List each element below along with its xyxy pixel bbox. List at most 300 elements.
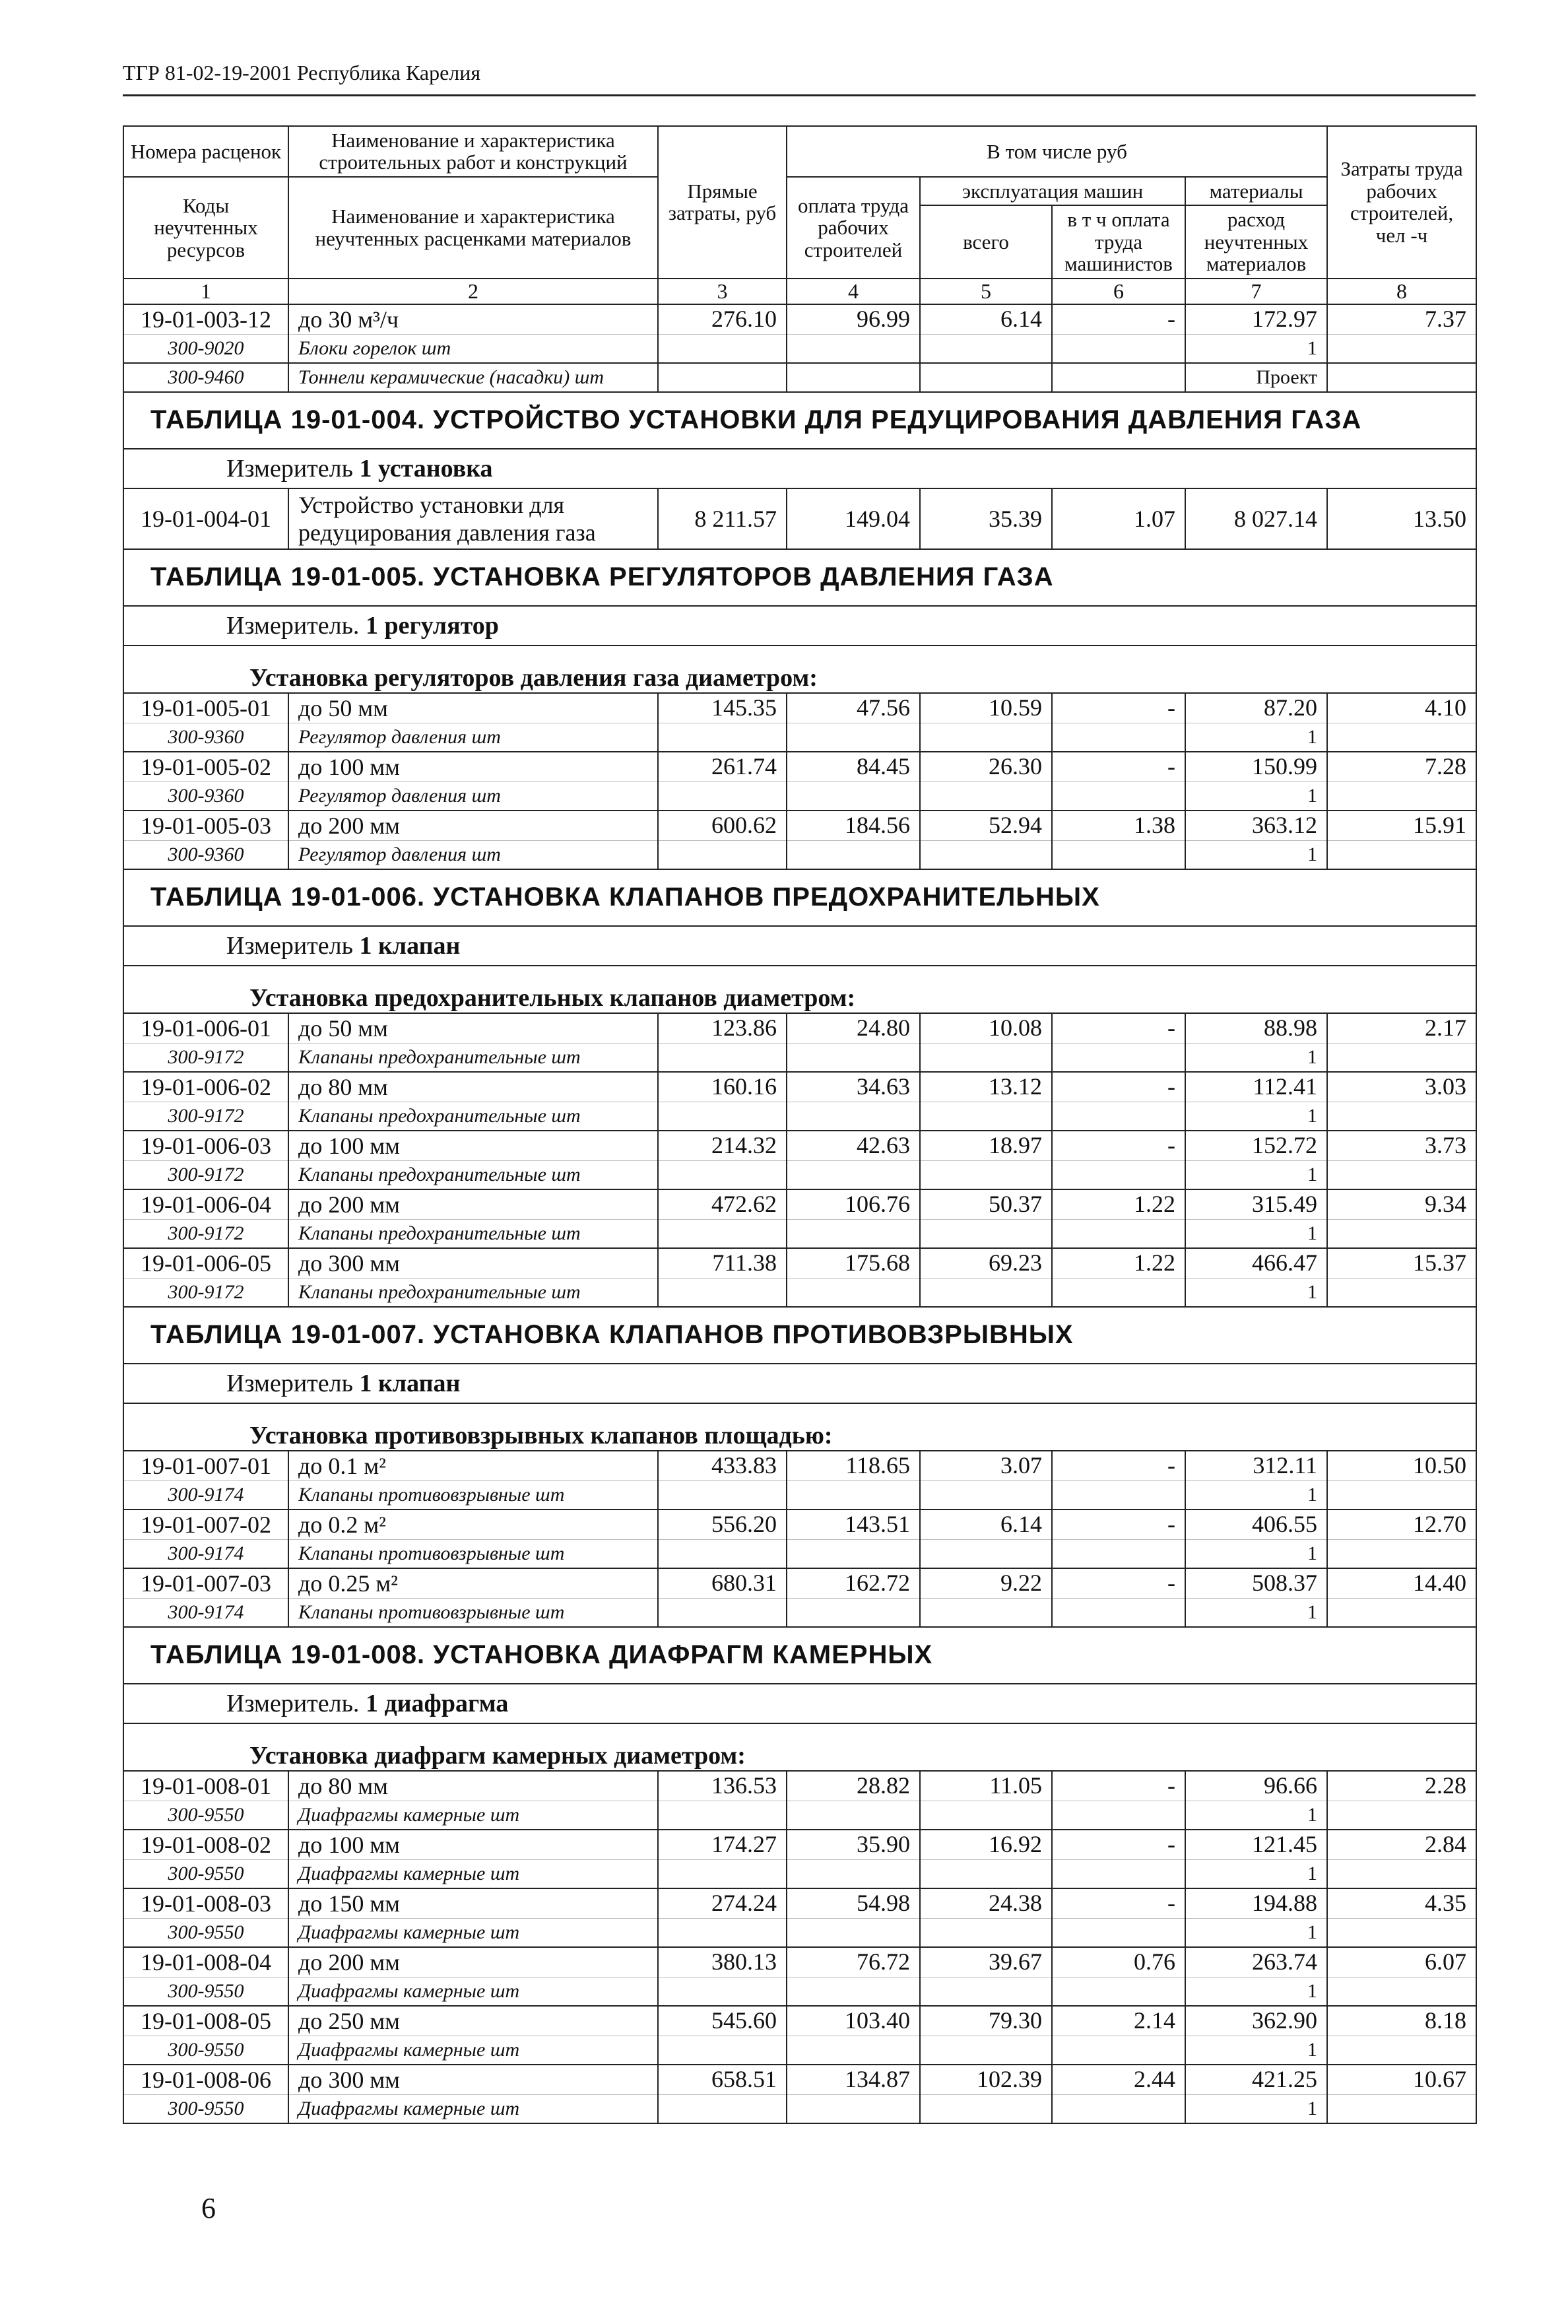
header-mat-usage: расход неучтенных материалов	[1185, 205, 1327, 278]
rate-code: 19-01-008-01	[123, 1771, 288, 1801]
machinist-pay: -	[1052, 1451, 1185, 1481]
resource-row	[123, 1539, 1476, 1568]
resource-row	[123, 1859, 1476, 1888]
empty-cell	[1052, 781, 1185, 811]
direct-cost: 8 211.57	[658, 488, 787, 549]
labor-hours: 8.18	[1327, 2006, 1476, 2036]
resource-code: 300-9550	[123, 1859, 288, 1888]
resource-usage: 1	[1185, 1160, 1327, 1189]
empty-cell	[1052, 363, 1185, 392]
empty-cell	[787, 1043, 920, 1072]
direct-cost: 261.74	[658, 752, 787, 782]
materials-cost: 87.20	[1185, 693, 1327, 723]
empty-cell	[920, 334, 1052, 363]
empty-cell	[920, 1977, 1052, 2006]
rate-description: до 0.1 м²	[288, 1451, 658, 1481]
direct-cost: 680.31	[658, 1568, 787, 1599]
resource-row	[123, 2094, 1476, 2123]
resource-description: Клапаны предохранительные шт	[288, 1160, 658, 1189]
meter-value: 1 клапан	[359, 1369, 461, 1397]
resource-row	[123, 1160, 1476, 1189]
machinist-pay: 2.44	[1052, 2065, 1185, 2095]
materials-cost: 96.66	[1185, 1771, 1327, 1801]
subheading-row	[123, 966, 1476, 1013]
rate-code: 19-01-006-01	[123, 1013, 288, 1044]
empty-cell	[1327, 1859, 1476, 1888]
labor-hours: 10.50	[1327, 1451, 1476, 1481]
col-number: 8	[1327, 279, 1476, 304]
machines-total: 6.14	[920, 304, 1052, 335]
rate-description: до 200 мм	[288, 811, 658, 841]
header-name-materials: Наименование и характеристика неучтенных расценками материалов	[288, 177, 658, 279]
resource-code: 300-9360	[123, 840, 288, 869]
rate-code: 19-01-005-01	[123, 693, 288, 723]
page-number: 6	[201, 2192, 216, 2224]
table-title-row	[123, 869, 1476, 926]
empty-cell	[1052, 1278, 1185, 1307]
resource-row	[123, 2036, 1476, 2065]
labor-hours: 9.34	[1327, 1189, 1476, 1220]
machines-total: 35.39	[920, 488, 1052, 549]
header-total: всего	[920, 205, 1052, 278]
empty-cell	[1327, 1160, 1476, 1189]
empty-cell	[1327, 1598, 1476, 1627]
empty-cell	[920, 1539, 1052, 1568]
table-row	[123, 1771, 1476, 1801]
resource-code: 300-9172	[123, 1219, 288, 1248]
materials-cost: 150.99	[1185, 752, 1327, 782]
resource-code: 300-9174	[123, 1480, 288, 1510]
empty-cell	[658, 334, 787, 363]
meter-label: Измеритель.	[226, 611, 360, 640]
rate-description: до 50 мм	[288, 693, 658, 723]
machinist-pay: 1.07	[1052, 488, 1185, 549]
labor-pay: 118.65	[787, 1451, 920, 1481]
empty-cell	[920, 1918, 1052, 1947]
labor-pay: 175.68	[787, 1248, 920, 1278]
empty-cell	[787, 2036, 920, 2065]
table-row	[123, 1830, 1476, 1860]
machines-total: 10.59	[920, 693, 1052, 723]
resource-usage: 1	[1185, 1859, 1327, 1888]
empty-cell	[920, 1278, 1052, 1307]
empty-cell	[1052, 334, 1185, 363]
empty-cell	[1327, 1539, 1476, 1568]
resource-usage: 1	[1185, 840, 1327, 869]
meter-cell	[123, 449, 1476, 488]
subheading: Установка диафрагм камерных диаметром:	[123, 1723, 1476, 1771]
empty-cell	[658, 1102, 787, 1131]
direct-cost: 472.62	[658, 1189, 787, 1220]
resource-description: Тоннели керамические (насадки) шт	[288, 363, 658, 392]
resource-code: 300-9172	[123, 1160, 288, 1189]
empty-cell	[658, 1859, 787, 1888]
resource-description: Клапаны противовзрывные шт	[288, 1539, 658, 1568]
machinist-pay: 0.76	[1052, 1947, 1185, 1977]
empty-cell	[1327, 1278, 1476, 1307]
labor-pay: 143.51	[787, 1510, 920, 1540]
meter-label: Измеритель	[226, 454, 353, 482]
table-row	[123, 1568, 1476, 1599]
machinist-pay: -	[1052, 1568, 1185, 1599]
machines-total: 52.94	[920, 811, 1052, 841]
empty-cell	[787, 1801, 920, 1830]
rate-code: 19-01-008-02	[123, 1830, 288, 1860]
rate-description: до 0.25 м²	[288, 1568, 658, 1599]
col-number: 1	[123, 279, 288, 304]
rate-code: 19-01-006-03	[123, 1131, 288, 1161]
materials-cost: 121.45	[1185, 1830, 1327, 1860]
labor-hours: 2.28	[1327, 1771, 1476, 1801]
meter-label: Измеритель	[226, 1369, 353, 1397]
labor-pay: 24.80	[787, 1013, 920, 1044]
resource-code: 300-9550	[123, 1801, 288, 1830]
empty-cell	[658, 1539, 787, 1568]
rate-code: 19-01-007-01	[123, 1451, 288, 1481]
resource-usage: 1	[1185, 1043, 1327, 1072]
direct-cost: 556.20	[658, 1510, 787, 1540]
empty-cell	[787, 2094, 920, 2123]
empty-cell	[1052, 840, 1185, 869]
empty-cell	[920, 1859, 1052, 1888]
machinist-pay: -	[1052, 304, 1185, 335]
empty-cell	[1327, 1219, 1476, 1248]
empty-cell	[920, 1043, 1052, 1072]
empty-cell	[1052, 1801, 1185, 1830]
meter-value: 1 регулятор	[365, 611, 499, 640]
header-labor-cost: Затраты труда рабочих строителей, чел -ч	[1327, 126, 1476, 279]
header-numbers: Номера расценок	[123, 126, 288, 177]
labor-pay: 162.72	[787, 1568, 920, 1599]
empty-cell	[920, 1480, 1052, 1510]
table-row	[123, 752, 1476, 782]
empty-cell	[658, 1160, 787, 1189]
materials-cost: 112.41	[1185, 1072, 1327, 1102]
resource-code: 300-9550	[123, 1977, 288, 2006]
labor-pay: 54.98	[787, 1888, 920, 1919]
meter-cell	[123, 926, 1476, 966]
col-number: 4	[787, 279, 920, 304]
labor-hours: 13.50	[1327, 488, 1476, 549]
machinist-pay: -	[1052, 1072, 1185, 1102]
direct-cost: 160.16	[658, 1072, 787, 1102]
resource-description: Диафрагмы камерные шт	[288, 2036, 658, 2065]
rate-code: 19-01-008-04	[123, 1947, 288, 1977]
resource-usage: 1	[1185, 1102, 1327, 1131]
labor-pay: 47.56	[787, 693, 920, 723]
resource-row	[123, 840, 1476, 869]
rate-description: до 0.2 м²	[288, 1510, 658, 1540]
table-row	[123, 2006, 1476, 2036]
resource-code: 300-9172	[123, 1102, 288, 1131]
labor-pay: 35.90	[787, 1830, 920, 1860]
labor-hours: 15.37	[1327, 1248, 1476, 1278]
direct-cost: 433.83	[658, 1451, 787, 1481]
table-title: ТАБЛИЦА 19-01-006. УСТАНОВКА КЛАПАНОВ ПРЕДОХРАНИТЕЛЬНЫХ	[123, 869, 1476, 926]
direct-cost: 123.86	[658, 1013, 787, 1044]
machines-total: 16.92	[920, 1830, 1052, 1860]
subheading: Установка противовзрывных клапанов площадью:	[123, 1403, 1476, 1451]
subheading: Установка регуляторов давления газа диаметром:	[123, 646, 1476, 693]
resource-row	[123, 363, 1476, 392]
empty-cell	[787, 1598, 920, 1627]
header-name-works: Наименование и характеристика строительных работ и конструкций	[288, 126, 658, 177]
table-row	[123, 1248, 1476, 1278]
resource-code: 300-9172	[123, 1043, 288, 1072]
labor-pay: 149.04	[787, 488, 920, 549]
empty-cell	[787, 363, 920, 392]
materials-cost: 152.72	[1185, 1131, 1327, 1161]
rate-description: до 80 мм	[288, 1771, 658, 1801]
labor-hours: 6.07	[1327, 1947, 1476, 1977]
labor-hours: 3.73	[1327, 1131, 1476, 1161]
resource-code: 300-9360	[123, 723, 288, 752]
empty-cell	[658, 2036, 787, 2065]
header-incl-labor: в т ч оплата труда машинистов	[1052, 205, 1185, 278]
labor-hours: 12.70	[1327, 1510, 1476, 1540]
rate-code: 19-01-008-03	[123, 1888, 288, 1919]
resource-row	[123, 1801, 1476, 1830]
meter-value: 1 клапан	[359, 931, 461, 960]
resource-code: 300-9550	[123, 2094, 288, 2123]
materials-cost: 88.98	[1185, 1013, 1327, 1044]
labor-pay: 134.87	[787, 2065, 920, 2095]
resource-row	[123, 1977, 1476, 2006]
table-title-row	[123, 549, 1476, 606]
resource-description: Регулятор давления шт	[288, 781, 658, 811]
rate-description: до 100 мм	[288, 1830, 658, 1860]
machines-total: 26.30	[920, 752, 1052, 782]
resource-description: Блоки горелок шт	[288, 334, 658, 363]
meter-label: Измеритель	[226, 931, 353, 960]
empty-cell	[658, 840, 787, 869]
rate-description: Устройство установки для редуцирования давления газа	[288, 488, 658, 549]
machines-total: 50.37	[920, 1189, 1052, 1220]
table-row	[123, 1451, 1476, 1481]
resource-usage: 1	[1185, 1539, 1327, 1568]
resource-usage: 1	[1185, 781, 1327, 811]
machines-total: 39.67	[920, 1947, 1052, 1977]
rate-code: 19-01-008-05	[123, 2006, 288, 2036]
empty-cell	[1327, 2036, 1476, 2065]
empty-cell	[787, 1219, 920, 1248]
labor-pay: 76.72	[787, 1947, 920, 1977]
empty-cell	[658, 1977, 787, 2006]
table-row	[123, 1189, 1476, 1220]
machines-total: 13.12	[920, 1072, 1052, 1102]
table-title: ТАБЛИЦА 19-01-005. УСТАНОВКА РЕГУЛЯТОРОВ ДАВЛЕНИЯ ГАЗА	[123, 549, 1476, 606]
machinist-pay: -	[1052, 1771, 1185, 1801]
labor-hours: 3.03	[1327, 1072, 1476, 1102]
header-direct: Прямые затраты, руб	[658, 126, 787, 279]
empty-cell	[1327, 1977, 1476, 2006]
empty-cell	[787, 723, 920, 752]
machines-total: 79.30	[920, 2006, 1052, 2036]
labor-hours: 2.17	[1327, 1013, 1476, 1044]
empty-cell	[920, 2036, 1052, 2065]
meter-cell	[123, 606, 1476, 646]
table-row	[123, 1131, 1476, 1161]
empty-cell	[658, 1598, 787, 1627]
empty-cell	[1052, 1043, 1185, 1072]
table-row	[123, 1888, 1476, 1919]
resource-usage: 1	[1185, 1480, 1327, 1510]
machines-total: 11.05	[920, 1771, 1052, 1801]
empty-cell	[787, 1480, 920, 1510]
labor-hours: 2.84	[1327, 1830, 1476, 1860]
labor-hours: 4.35	[1327, 1888, 1476, 1919]
resource-row	[123, 1102, 1476, 1131]
resource-row	[123, 1598, 1476, 1627]
machines-total: 3.07	[920, 1451, 1052, 1481]
labor-pay: 106.76	[787, 1189, 920, 1220]
resource-code: 300-9550	[123, 1918, 288, 1947]
resource-code: 300-9174	[123, 1539, 288, 1568]
resource-code: 300-9360	[123, 781, 288, 811]
table-title: ТАБЛИЦА 19-01-004. УСТРОЙСТВО УСТАНОВКИ ДЛЯ РЕДУЦИРОВАНИЯ ДАВЛЕНИЯ ГАЗА	[123, 392, 1476, 449]
labor-pay: 96.99	[787, 304, 920, 335]
rate-description: до 300 мм	[288, 1248, 658, 1278]
table-title: ТАБЛИЦА 19-01-007. УСТАНОВКА КЛАПАНОВ ПРОТИВОВЗРЫВНЫХ	[123, 1307, 1476, 1364]
table-row	[123, 1072, 1476, 1102]
table-row	[123, 304, 1476, 335]
machinist-pay: -	[1052, 1510, 1185, 1540]
empty-cell	[1052, 1859, 1185, 1888]
meter-row	[123, 606, 1476, 646]
empty-cell	[787, 334, 920, 363]
subheading-row	[123, 646, 1476, 693]
empty-cell	[1052, 1102, 1185, 1131]
resource-description: Диафрагмы камерные шт	[288, 2094, 658, 2123]
empty-cell	[658, 1918, 787, 1947]
rate-code: 19-01-006-05	[123, 1248, 288, 1278]
col-number: 6	[1052, 279, 1185, 304]
rate-description: до 300 мм	[288, 2065, 658, 2095]
direct-cost: 545.60	[658, 2006, 787, 2036]
table-row	[123, 488, 1476, 549]
materials-cost: 315.49	[1185, 1189, 1327, 1220]
empty-cell	[658, 363, 787, 392]
header-incl: В том числе руб	[787, 126, 1327, 177]
col-number: 7	[1185, 279, 1327, 304]
col-number: 3	[658, 279, 787, 304]
header-labor: оплата труда рабочих строителей	[787, 177, 920, 279]
page-header: ТГР 81-02-19-2001 Республика Карелия	[123, 61, 1476, 96]
empty-cell	[1052, 1480, 1185, 1510]
empty-cell	[787, 1102, 920, 1131]
machines-total: 6.14	[920, 1510, 1052, 1540]
resource-description: Клапаны противовзрывные шт	[288, 1598, 658, 1627]
meter-cell	[123, 1684, 1476, 1723]
resource-usage: 1	[1185, 2094, 1327, 2123]
resource-description: Диафрагмы камерные шт	[288, 1859, 658, 1888]
resource-description: Диафрагмы камерные шт	[288, 1977, 658, 2006]
materials-cost: 363.12	[1185, 811, 1327, 841]
resource-row	[123, 723, 1476, 752]
resource-description: Клапаны предохранительные шт	[288, 1043, 658, 1072]
header-codes: Коды неучтенных ресурсов	[123, 177, 288, 279]
meter-value: 1 диафрагма	[365, 1689, 509, 1717]
resource-row	[123, 334, 1476, 363]
empty-cell	[920, 1219, 1052, 1248]
header-machines: эксплуатация машин	[920, 177, 1185, 205]
labor-pay: 84.45	[787, 752, 920, 782]
direct-cost: 274.24	[658, 1888, 787, 1919]
empty-cell	[920, 781, 1052, 811]
labor-pay: 103.40	[787, 2006, 920, 2036]
rate-description: до 50 мм	[288, 1013, 658, 1044]
machinist-pay: -	[1052, 752, 1185, 782]
empty-cell	[787, 781, 920, 811]
empty-cell	[920, 840, 1052, 869]
labor-pay: 42.63	[787, 1131, 920, 1161]
empty-cell	[920, 2094, 1052, 2123]
rate-code: 19-01-008-06	[123, 2065, 288, 2095]
empty-cell	[658, 1043, 787, 1072]
resource-usage: 1	[1185, 1278, 1327, 1307]
empty-cell	[787, 1918, 920, 1947]
table-row	[123, 1510, 1476, 1540]
empty-cell	[920, 723, 1052, 752]
resource-row	[123, 1918, 1476, 1947]
resource-code: 300-9174	[123, 1598, 288, 1627]
resource-usage: 1	[1185, 1598, 1327, 1627]
empty-cell	[1327, 723, 1476, 752]
materials-cost: 263.74	[1185, 1947, 1327, 1977]
direct-cost: 276.10	[658, 304, 787, 335]
labor-hours: 10.67	[1327, 2065, 1476, 2095]
empty-cell	[920, 1160, 1052, 1189]
direct-cost: 214.32	[658, 1131, 787, 1161]
table-title: ТАБЛИЦА 19-01-008. УСТАНОВКА ДИАФРАГМ КАМЕРНЫХ	[123, 1627, 1476, 1684]
rate-description: до 250 мм	[288, 2006, 658, 2036]
rate-code: 19-01-004-01	[123, 488, 288, 549]
empty-cell	[658, 1219, 787, 1248]
resource-row	[123, 1219, 1476, 1248]
resource-usage: 1	[1185, 723, 1327, 752]
labor-hours: 7.28	[1327, 752, 1476, 782]
machinist-pay: 2.14	[1052, 2006, 1185, 2036]
machines-total: 18.97	[920, 1131, 1052, 1161]
machines-total: 102.39	[920, 2065, 1052, 2095]
empty-cell	[1052, 2094, 1185, 2123]
machinist-pay: -	[1052, 1830, 1185, 1860]
materials-cost: 508.37	[1185, 1568, 1327, 1599]
rate-description: до 100 мм	[288, 752, 658, 782]
direct-cost: 600.62	[658, 811, 787, 841]
machines-total: 69.23	[920, 1248, 1052, 1278]
rate-code: 19-01-006-02	[123, 1072, 288, 1102]
resource-row	[123, 1480, 1476, 1510]
materials-cost: 406.55	[1185, 1510, 1327, 1540]
resource-description: Диафрагмы камерные шт	[288, 1918, 658, 1947]
resource-code: 300-9460	[123, 363, 288, 392]
direct-cost: 711.38	[658, 1248, 787, 1278]
empty-cell	[658, 723, 787, 752]
direct-cost: 145.35	[658, 693, 787, 723]
empty-cell	[1052, 1219, 1185, 1248]
empty-cell	[658, 1480, 787, 1510]
resource-description: Регулятор давления шт	[288, 840, 658, 869]
empty-cell	[658, 781, 787, 811]
resource-usage: 1	[1185, 1918, 1327, 1947]
meter-row	[123, 926, 1476, 966]
resource-description: Клапаны предохранительные шт	[288, 1102, 658, 1131]
empty-cell	[787, 840, 920, 869]
resource-row	[123, 1043, 1476, 1072]
resource-row	[123, 781, 1476, 811]
rates-table	[123, 125, 1477, 2124]
